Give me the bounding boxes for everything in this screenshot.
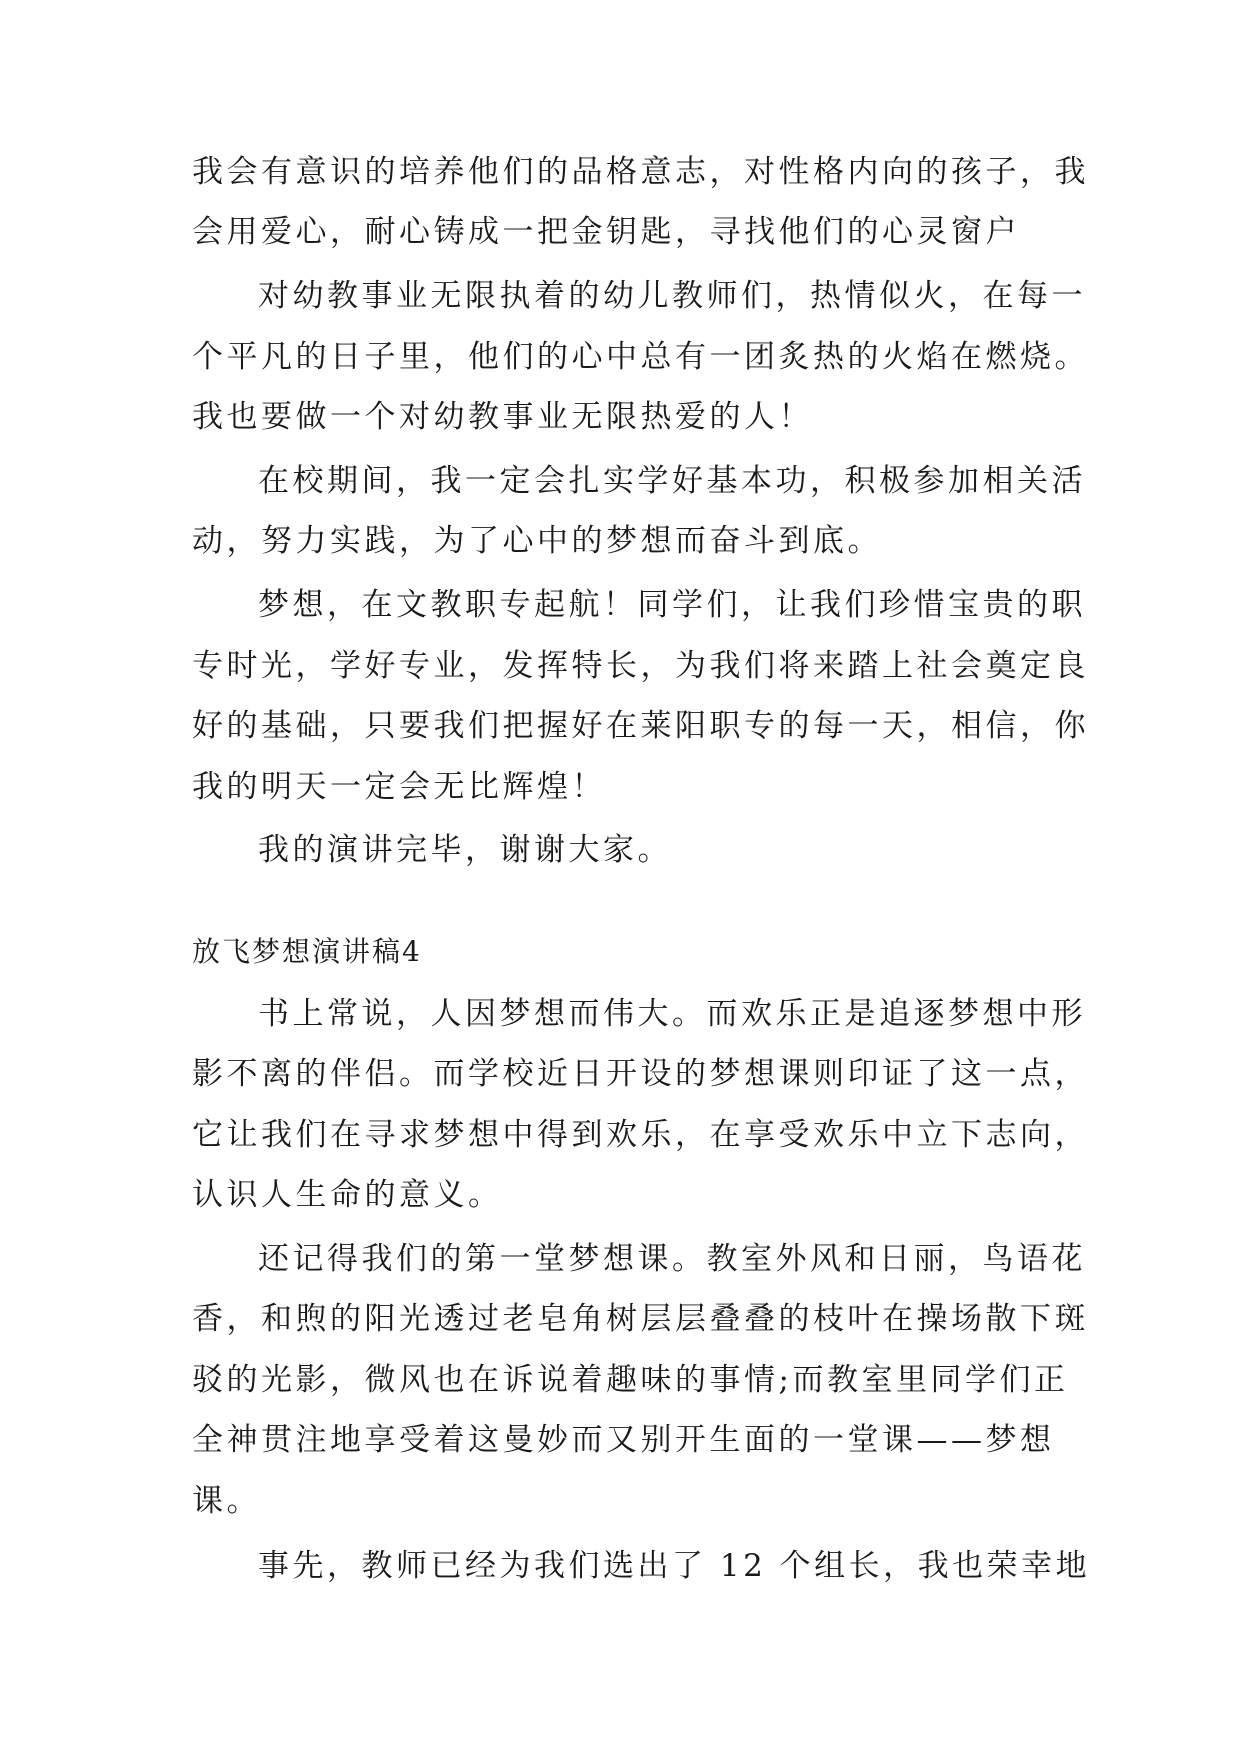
- paragraph-start-line: 对幼教事业无限执着的幼儿教师们，热情似火，在每一: [258, 278, 1086, 314]
- text-line: 驳的光影，微风也在诉说着趣味的事情;而教室里同学们正: [192, 1362, 1069, 1398]
- paragraph-start-line: 书上常说，人因梦想而伟大。而欢乐正是追逐梦想中形: [258, 996, 1086, 1032]
- text-line: 个平凡的日子里，他们的心中总有一团炙热的火焰在燃烧。: [192, 339, 1089, 375]
- text-line: 好的基础，只要我们把握好在莱阳职专的每一天，相信，你: [192, 708, 1089, 744]
- paragraph-start-line: 在校期间，我一定会扎实学好基本功，积极参加相关活: [258, 463, 1086, 499]
- text-line: 全神贯注地享受着这曼妙而又别开生面的一堂课——梦想: [192, 1422, 1055, 1458]
- text-line: 认识人生命的意义。: [192, 1177, 503, 1213]
- paragraph-start-line: 还记得我们的第一堂梦想课。教室外风和日丽，鸟语花: [258, 1241, 1086, 1277]
- text-line: 会用爱心，耐心铸成一把金钥匙，寻找他们的心灵窗户: [192, 214, 1020, 250]
- text-line: 专时光，学好专业，发挥特长，为我们将来踏上社会奠定良: [192, 648, 1089, 684]
- paragraph-start-line: 事先，教师已经为我们选出了 12 个组长，我也荣幸地: [258, 1548, 1091, 1584]
- text-line: 影不离的伴侣。而学校近日开设的梦想课则印证了这一点，: [192, 1056, 1089, 1092]
- paragraph-start-line: 我的演讲完毕，谢谢大家。: [258, 832, 672, 868]
- section-title: 放飞梦想演讲稿4: [192, 935, 422, 968]
- text-line: 它让我们在寻求梦想中得到欢乐，在享受欢乐中立下志向，: [192, 1117, 1089, 1153]
- paragraph-start-line: 梦想，在文教职专起航！同学们，让我们珍惜宝贵的职: [258, 587, 1086, 623]
- text-line: 我也要做一个对幼教事业无限热爱的人！: [192, 399, 813, 435]
- text-line: 香，和煦的阳光透过老皂角树层层叠叠的枝叶在操场散下斑: [192, 1301, 1089, 1337]
- text-line: 课。: [192, 1483, 261, 1519]
- text-line: 我会有意识的培养他们的品格意志，对性格内向的孩子，我: [192, 154, 1089, 190]
- text-line: 我的明天一定会无比辉煌！: [192, 769, 606, 805]
- text-line: 动，努力实践，为了心中的梦想而奋斗到底。: [192, 523, 882, 559]
